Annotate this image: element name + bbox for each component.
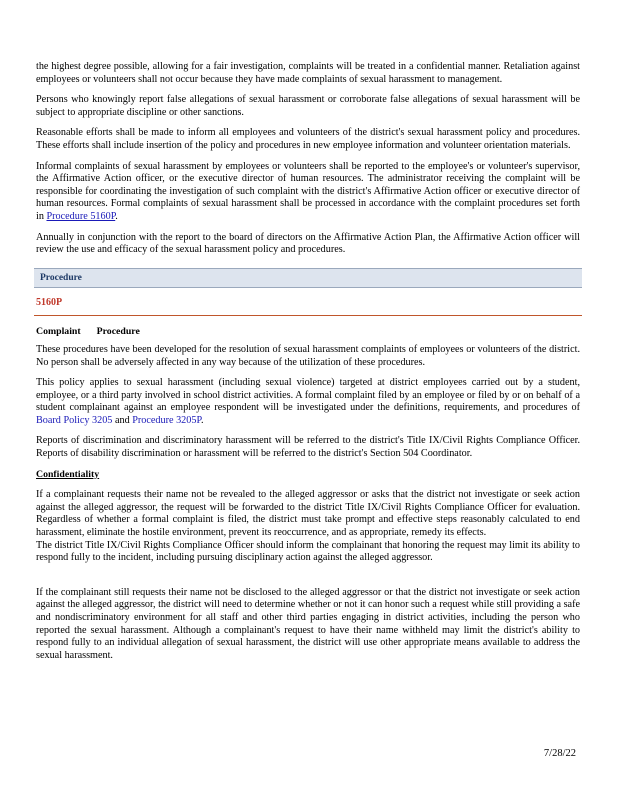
confidentiality-heading: Confidentiality	[36, 468, 100, 480]
paragraph-false-allegations: Persons who knowingly report false allegations of sexual harassment or corroborate false allegations of sexual harassment will be subject to appropriate discipline or other sanctions.	[36, 94, 580, 118]
paragraph-confidentiality-intro: the highest degree possible, allowing for a fair investigation, complaints will be treated in a confidential manner. Retaliation against employees or volunteers shall not occur because they have made complaints of sexual harassment to management.	[36, 61, 580, 85]
document-page	[36, 61, 580, 670]
informal-complaints-end: .	[115, 210, 118, 222]
complaint-heading-word: Complaint	[36, 326, 81, 338]
procedure-3205p-link[interactable]: Procedure 3205P	[132, 414, 201, 426]
board-policy-3205-link[interactable]: Board Policy 3205	[36, 414, 113, 426]
procedure-divider	[34, 315, 582, 316]
paragraph-inform-complainant: The district Title IX/Civil Rights Compliance Officer should inform the complainant that honoring the request may limit its ability to respond fully to the incident, including pursuing disciplinary action against the alleged aggressor.	[36, 539, 580, 564]
paragraph-reports-discrimination: Reports of discrimination and discriminatory harassment will be referred to the district's Title IX/Civil Rights Compliance Officer. Reports of disability discrimination or harassment will be referred to the district's Section 504 Coordinator.	[36, 435, 580, 460]
procedure-5160p-link[interactable]: Procedure 5160P	[46, 210, 116, 222]
complaint-procedure-heading	[36, 326, 580, 339]
paragraph-still-requests: If the complainant still requests their name not be disclosed to the alleged aggressor or that the district not investigate or seek action against the alleged aggressor, the district will need to determine whether or not it can honor such a request while still providing a safe and nondiscriminatory environment for all staff and other third parties engaging in district activities, including the person who reported the sexual harassment. Although a complainant's request to have their name withheld may limit the district's ability to respond fully to an individual allegation of sexual harassment, the district will use other appropriate means available to address the sexual harassment.	[36, 586, 580, 661]
policy-applies-and: and	[112, 414, 133, 426]
policy-applies-end: .	[200, 414, 204, 426]
paragraph-informal-complaints	[36, 161, 580, 224]
paragraph-reasonable-efforts: Reasonable efforts shall be made to inform all employees and volunteers of the district's sexual harassment policy and procedures. These efforts shall include insertion of the policy and procedures in new employee information and volunteer orientation materials.	[36, 127, 580, 151]
policy-applies-text: This policy applies to sexual harassment (including sexual violence) targeted at district employees carried out by a student, employee, or a third party involved in school district activities. A formal complaint filed by an employee or filed by or on behalf of a student complainant against an employee respondent will be investigated under the definitions, requirements, and procedures of	[36, 377, 580, 414]
paragraph-policy-applies	[36, 377, 580, 427]
footer-date: 7/28/22	[543, 748, 576, 759]
procedure-section-bar: Procedure	[34, 268, 582, 288]
paragraph-procedures-developed: These procedures have been developed for the resolution of sexual harassment complaints of employees or volunteers of the district. No person shall be adversely affected in any way because of the utilization of these procedures.	[36, 343, 580, 368]
paragraph-annual-review: Annually in conjunction with the report to the board of directors on the Affirmative Action Plan, the Affirmative Action officer will review the use and efficacy of the sexual harassment policy and procedures.	[36, 231, 580, 256]
procedure-code: 5160P	[36, 296, 63, 308]
procedure-heading-word: Procedure	[96, 326, 140, 338]
spacer	[36, 573, 580, 587]
informal-complaints-text: Informal complaints of sexual harassment by employees or volunteers shall be reported to the employee's or volunteer's supervisor, the Affirmative Action officer, or the executive director of human resources. The administrator receiving the complaint will be responsible for coordinating the investigation of such complaint with the district's Affirmative Action officer or executive director of human resources. Formal complaints of sexual harassment shall be processed in accordance with the complaint procedures set forth in	[36, 160, 580, 222]
paragraph-complainant-requests: If a complainant requests their name not be revealed to the alleged aggressor or asks that the district not investigate or seek action against the alleged aggressor, the request will be forwarded to the district Title IX/Civil Rights Compliance Officer for evaluation. Regardless of whether a formal complaint is filed, the district must take prompt and effective steps reasonably calculated to end harassment, eliminate the hostile environment, prevent its reoccurrence, and as appropriate, remedy its effects.	[36, 489, 580, 539]
